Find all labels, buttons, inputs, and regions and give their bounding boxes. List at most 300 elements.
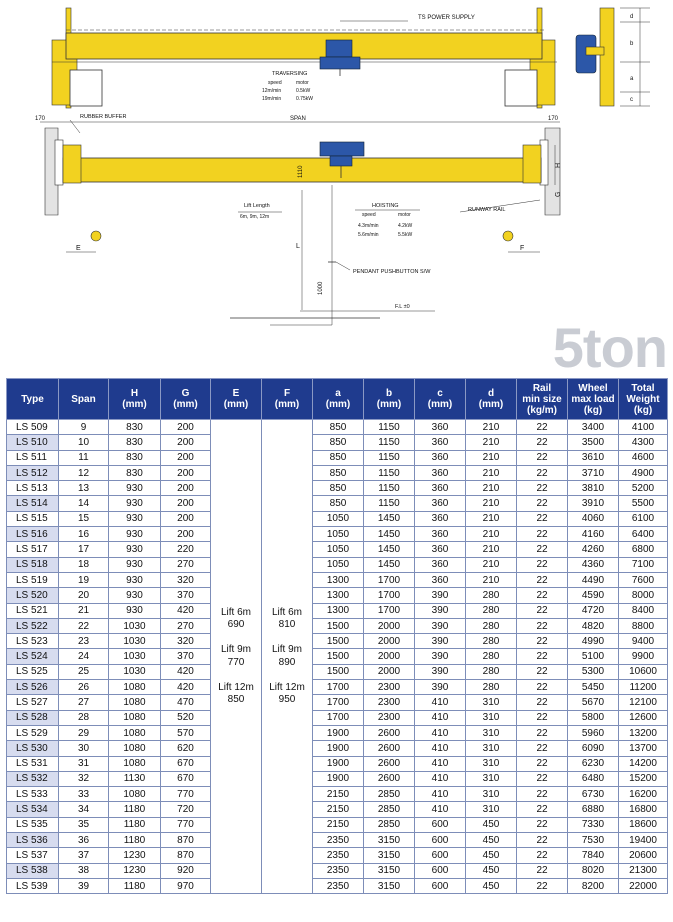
cell-type: LS 525 [7,664,59,679]
cell-c: 360 [415,481,466,496]
cell-a: 1500 [313,649,364,664]
cell-g: 200 [161,511,211,526]
cell-rail: 22 [517,802,568,817]
cell-a: 2350 [313,878,364,893]
cell-b: 1700 [364,572,415,587]
cell-d: 280 [466,634,517,649]
cell-wheel-load: 3910 [568,496,619,511]
cell-span: 13 [59,481,109,496]
cell-b: 2000 [364,664,415,679]
cell-g: 620 [161,741,211,756]
table-row [7,527,668,542]
cell-total-weight: 20600 [619,848,668,863]
cell-a: 1300 [313,572,364,587]
cell-c: 360 [415,527,466,542]
cell-span: 31 [59,756,109,771]
cell-c: 600 [415,848,466,863]
cell-wheel-load: 5100 [568,649,619,664]
cell-total-weight: 4100 [619,420,668,435]
cell-rail: 22 [517,511,568,526]
column-header-c: c (mm) [415,379,466,420]
dim-1110-label: 1110 [298,165,304,178]
cell-total-weight: 4600 [619,450,668,465]
traversing-motor-1: 0.5kW [296,88,311,94]
cell-b: 2300 [364,680,415,695]
cell-h: 830 [109,465,161,480]
cell-h: 1080 [109,756,161,771]
cell-h: 930 [109,481,161,496]
cell-rail: 22 [517,680,568,695]
plan-view [35,114,562,325]
cell-g: 200 [161,450,211,465]
cell-a: 850 [313,496,364,511]
cell-wheel-load: 4490 [568,572,619,587]
hoisting-title: HOISTING [372,203,399,209]
table-row [7,450,668,465]
cell-g: 920 [161,863,211,878]
cell-d: 280 [466,618,517,633]
cell-d: 210 [466,527,517,542]
cell-type: LS 514 [7,496,59,511]
cell-rail: 22 [517,664,568,679]
cell-h: 1030 [109,649,161,664]
cell-span: 27 [59,695,109,710]
cell-span: 15 [59,511,109,526]
cell-g: 420 [161,603,211,618]
cell-g: 970 [161,878,211,893]
cell-rail: 22 [517,618,568,633]
cell-c: 410 [415,695,466,710]
table-row [7,435,668,450]
cell-h: 1030 [109,618,161,633]
cell-span: 22 [59,618,109,633]
cell-type: LS 517 [7,542,59,557]
cell-d: 310 [466,756,517,771]
traversing-col-speed: speed [268,80,282,86]
cell-type: LS 532 [7,771,59,786]
cell-h: 1080 [109,680,161,695]
cell-type: LS 516 [7,527,59,542]
cell-b: 2000 [364,649,415,664]
table-row [7,618,668,633]
cell-total-weight: 10600 [619,664,668,679]
cell-g: 220 [161,542,211,557]
cell-c: 360 [415,496,466,511]
cell-h: 1080 [109,710,161,725]
cell-a: 1300 [313,603,364,618]
runway-rail-label: RUNWAY RAIL [468,207,506,213]
cell-c: 410 [415,787,466,802]
cell-c: 360 [415,435,466,450]
cell-d: 210 [466,481,517,496]
cell-d: 280 [466,649,517,664]
cell-c: 360 [415,465,466,480]
cell-span: 9 [59,420,109,435]
column-header-b: b (mm) [364,379,415,420]
cell-h: 930 [109,542,161,557]
traversing-motor-2: 0.75kW [296,96,313,102]
span-label: SPAN [290,116,306,122]
cell-span: 38 [59,863,109,878]
dim-170-right: 170 [548,116,559,122]
table-row [7,511,668,526]
cell-b: 2600 [364,756,415,771]
cell-b: 2850 [364,802,415,817]
cell-total-weight: 18600 [619,817,668,832]
table-row [7,787,668,802]
cell-span: 39 [59,878,109,893]
cell-type: LS 530 [7,741,59,756]
cell-a: 1900 [313,756,364,771]
cell-span: 17 [59,542,109,557]
cell-span: 23 [59,634,109,649]
table-row [7,634,668,649]
cell-h: 1180 [109,802,161,817]
cell-a: 2350 [313,848,364,863]
cell-rail: 22 [517,435,568,450]
column-header-d: d (mm) [466,379,517,420]
cell-g: 470 [161,695,211,710]
column-header-type: Type [7,379,59,420]
cell-total-weight: 4900 [619,465,668,480]
cell-g: 770 [161,817,211,832]
cell-span: 10 [59,435,109,450]
cell-h: 930 [109,557,161,572]
cell-g: 200 [161,481,211,496]
cell-total-weight: 6400 [619,527,668,542]
cell-rail: 22 [517,420,568,435]
cell-c: 410 [415,710,466,725]
cell-type: LS 533 [7,787,59,802]
cell-g: 420 [161,664,211,679]
cell-h: 930 [109,511,161,526]
cell-g: 200 [161,465,211,480]
column-header-span: Span [59,379,109,420]
lift-length-value: 6m, 9m, 12m [240,214,270,220]
cell-c: 600 [415,833,466,848]
cell-rail: 22 [517,481,568,496]
cell-g: 670 [161,771,211,786]
cell-a: 1300 [313,588,364,603]
cell-type: LS 509 [7,420,59,435]
cell-d: 310 [466,725,517,740]
cell-type: LS 529 [7,725,59,740]
cell-d: 450 [466,833,517,848]
table-row [7,649,668,664]
cell-span: 19 [59,572,109,587]
cell-a: 1500 [313,618,364,633]
cell-wheel-load: 5300 [568,664,619,679]
cell-b: 1700 [364,603,415,618]
cell-total-weight: 5200 [619,481,668,496]
cell-type: LS 513 [7,481,59,496]
cell-wheel-load: 5670 [568,695,619,710]
cell-d: 280 [466,588,517,603]
hoisting-motor-2: 5.5kW [398,232,413,238]
cell-span: 29 [59,725,109,740]
cell-g: 870 [161,848,211,863]
table-row [7,833,668,848]
cell-total-weight: 6100 [619,511,668,526]
cell-b: 2850 [364,817,415,832]
cell-h: 1180 [109,878,161,893]
cell-wheel-load: 6880 [568,802,619,817]
hoisting-motor-1: 4.2kW [398,223,413,229]
cell-h: 1080 [109,725,161,740]
cell-total-weight: 15200 [619,771,668,786]
cell-e-merged: Lift 6m 690 Lift 9m 770 Lift 12m 850 [211,420,262,894]
cell-wheel-load: 6230 [568,756,619,771]
cell-wheel-load: 3500 [568,435,619,450]
cell-wheel-load: 4260 [568,542,619,557]
cell-d: 450 [466,863,517,878]
cell-total-weight: 9900 [619,649,668,664]
cell-d: 310 [466,741,517,756]
cell-a: 1500 [313,664,364,679]
cell-span: 20 [59,588,109,603]
cell-h: 1230 [109,863,161,878]
cell-wheel-load: 7330 [568,817,619,832]
cell-g: 270 [161,557,211,572]
dim-1000-label: 1000 [318,281,324,295]
table-row [7,572,668,587]
cell-d: 310 [466,771,517,786]
cell-d: 450 [466,817,517,832]
cell-span: 26 [59,680,109,695]
pendant-pushbutton-label: PENDANT PUSHBUTTON S/W [353,269,431,275]
cell-h: 1130 [109,771,161,786]
cell-wheel-load: 5450 [568,680,619,695]
cell-b: 3150 [364,833,415,848]
hoisting-col-speed: speed [362,212,376,218]
cell-span: 24 [59,649,109,664]
cell-wheel-load: 4720 [568,603,619,618]
table-row [7,756,668,771]
cell-b: 2600 [364,771,415,786]
cell-total-weight: 14200 [619,756,668,771]
capacity-title: 5ton [552,316,667,379]
cell-a: 2350 [313,833,364,848]
cell-g: 770 [161,787,211,802]
cell-span: 18 [59,557,109,572]
cell-c: 360 [415,542,466,557]
cell-span: 25 [59,664,109,679]
cell-type: LS 534 [7,802,59,817]
cell-h: 1230 [109,848,161,863]
cell-f-merged: Lift 6m 810 Lift 9m 890 Lift 12m 950 [262,420,313,894]
cell-type: LS 519 [7,572,59,587]
cell-h: 930 [109,527,161,542]
table-row [7,741,668,756]
table-row [7,603,668,618]
cell-h: 930 [109,588,161,603]
cell-type: LS 512 [7,465,59,480]
cell-g: 200 [161,527,211,542]
cell-d: 310 [466,787,517,802]
cell-b: 2000 [364,634,415,649]
dim-d-label: d [630,14,634,20]
cell-wheel-load: 6480 [568,771,619,786]
cell-b: 1450 [364,542,415,557]
cell-h: 830 [109,450,161,465]
cell-c: 410 [415,771,466,786]
cell-type: LS 524 [7,649,59,664]
dim-f-label: F [520,245,525,252]
cell-rail: 22 [517,450,568,465]
cell-b: 2300 [364,710,415,725]
cell-g: 370 [161,649,211,664]
cell-type: LS 523 [7,634,59,649]
cell-d: 310 [466,802,517,817]
cell-span: 35 [59,817,109,832]
cell-type: LS 527 [7,695,59,710]
cell-wheel-load: 8020 [568,863,619,878]
cell-d: 280 [466,603,517,618]
cell-a: 2150 [313,802,364,817]
cell-rail: 22 [517,878,568,893]
cell-span: 32 [59,771,109,786]
rubber-buffer-label: RUBBER BUFFER [80,114,127,120]
cell-b: 1150 [364,450,415,465]
dim-a-label: a [630,76,634,82]
cell-d: 280 [466,680,517,695]
cell-span: 30 [59,741,109,756]
cell-b: 1450 [364,557,415,572]
cell-h: 1030 [109,664,161,679]
cell-b: 2000 [364,618,415,633]
cell-h: 1080 [109,741,161,756]
cell-c: 360 [415,572,466,587]
column-header-rail-min-size: Rail min size (kg/m) [517,379,568,420]
cell-g: 520 [161,710,211,725]
cell-a: 1900 [313,741,364,756]
cell-a: 1900 [313,725,364,740]
cell-rail: 22 [517,756,568,771]
cell-a: 1700 [313,695,364,710]
table-row [7,878,668,893]
cell-span: 34 [59,802,109,817]
cell-type: LS 510 [7,435,59,450]
cell-total-weight: 8000 [619,588,668,603]
cell-rail: 22 [517,527,568,542]
cell-a: 850 [313,481,364,496]
cell-total-weight: 6800 [619,542,668,557]
cell-span: 28 [59,710,109,725]
cell-c: 390 [415,649,466,664]
cell-d: 450 [466,848,517,863]
cell-wheel-load: 4360 [568,557,619,572]
cell-h: 930 [109,572,161,587]
table-row [7,802,668,817]
cell-b: 2300 [364,695,415,710]
cell-g: 200 [161,435,211,450]
cell-c: 360 [415,557,466,572]
cell-rail: 22 [517,634,568,649]
cell-wheel-load: 8200 [568,878,619,893]
cell-type: LS 511 [7,450,59,465]
cell-type: LS 528 [7,710,59,725]
cell-c: 600 [415,863,466,878]
cell-wheel-load: 3400 [568,420,619,435]
cell-d: 210 [466,557,517,572]
cell-wheel-load: 4990 [568,634,619,649]
cell-d: 210 [466,465,517,480]
cell-d: 210 [466,542,517,557]
column-header-h: H (mm) [109,379,161,420]
dim-h-label: H [555,162,562,168]
cell-rail: 22 [517,787,568,802]
cell-a: 850 [313,465,364,480]
column-header-f: F (mm) [262,379,313,420]
cell-b: 2850 [364,787,415,802]
cell-a: 1050 [313,527,364,542]
traversing-col-motor: motor [296,80,309,86]
cell-c: 390 [415,680,466,695]
cell-rail: 22 [517,817,568,832]
cell-rail: 22 [517,771,568,786]
cell-h: 1180 [109,833,161,848]
cell-type: LS 536 [7,833,59,848]
cell-span: 12 [59,465,109,480]
cell-type: LS 531 [7,756,59,771]
column-header-a: a (mm) [313,379,364,420]
table-row [7,496,668,511]
dim-b-label: b [630,41,634,47]
cell-g: 270 [161,618,211,633]
cell-h: 930 [109,496,161,511]
cell-type: LS 539 [7,878,59,893]
side-view [576,8,650,106]
table-row [7,695,668,710]
cell-rail: 22 [517,833,568,848]
cell-total-weight: 22000 [619,878,668,893]
dim-l-label: L [296,243,300,250]
cell-total-weight: 7100 [619,557,668,572]
cell-g: 200 [161,496,211,511]
specification-table [6,378,668,894]
column-header-total-weight: Total Weight (kg) [619,379,668,420]
dim-c-label: c [630,97,633,103]
cell-total-weight: 19400 [619,833,668,848]
cell-rail: 22 [517,542,568,557]
cell-c: 360 [415,450,466,465]
cell-h: 1080 [109,787,161,802]
cell-g: 870 [161,833,211,848]
cell-d: 310 [466,695,517,710]
cell-a: 1050 [313,542,364,557]
cell-h: 830 [109,420,161,435]
table-row [7,848,668,863]
cell-h: 930 [109,603,161,618]
table-row [7,420,668,435]
cell-rail: 22 [517,649,568,664]
cell-rail: 22 [517,603,568,618]
hoisting-speed-2: 5.6m/min [358,232,379,238]
cell-b: 1150 [364,496,415,511]
cell-span: 14 [59,496,109,511]
column-header-e: E (mm) [211,379,262,420]
traversing-speed-2: 19m/min [262,96,282,102]
table-row [7,863,668,878]
cell-g: 370 [161,588,211,603]
cell-wheel-load: 4820 [568,618,619,633]
cell-b: 1150 [364,435,415,450]
cell-wheel-load: 4060 [568,511,619,526]
cell-rail: 22 [517,695,568,710]
cell-total-weight: 11200 [619,680,668,695]
table-row [7,725,668,740]
ts-power-supply-label: TS POWER SUPPLY [418,15,475,21]
